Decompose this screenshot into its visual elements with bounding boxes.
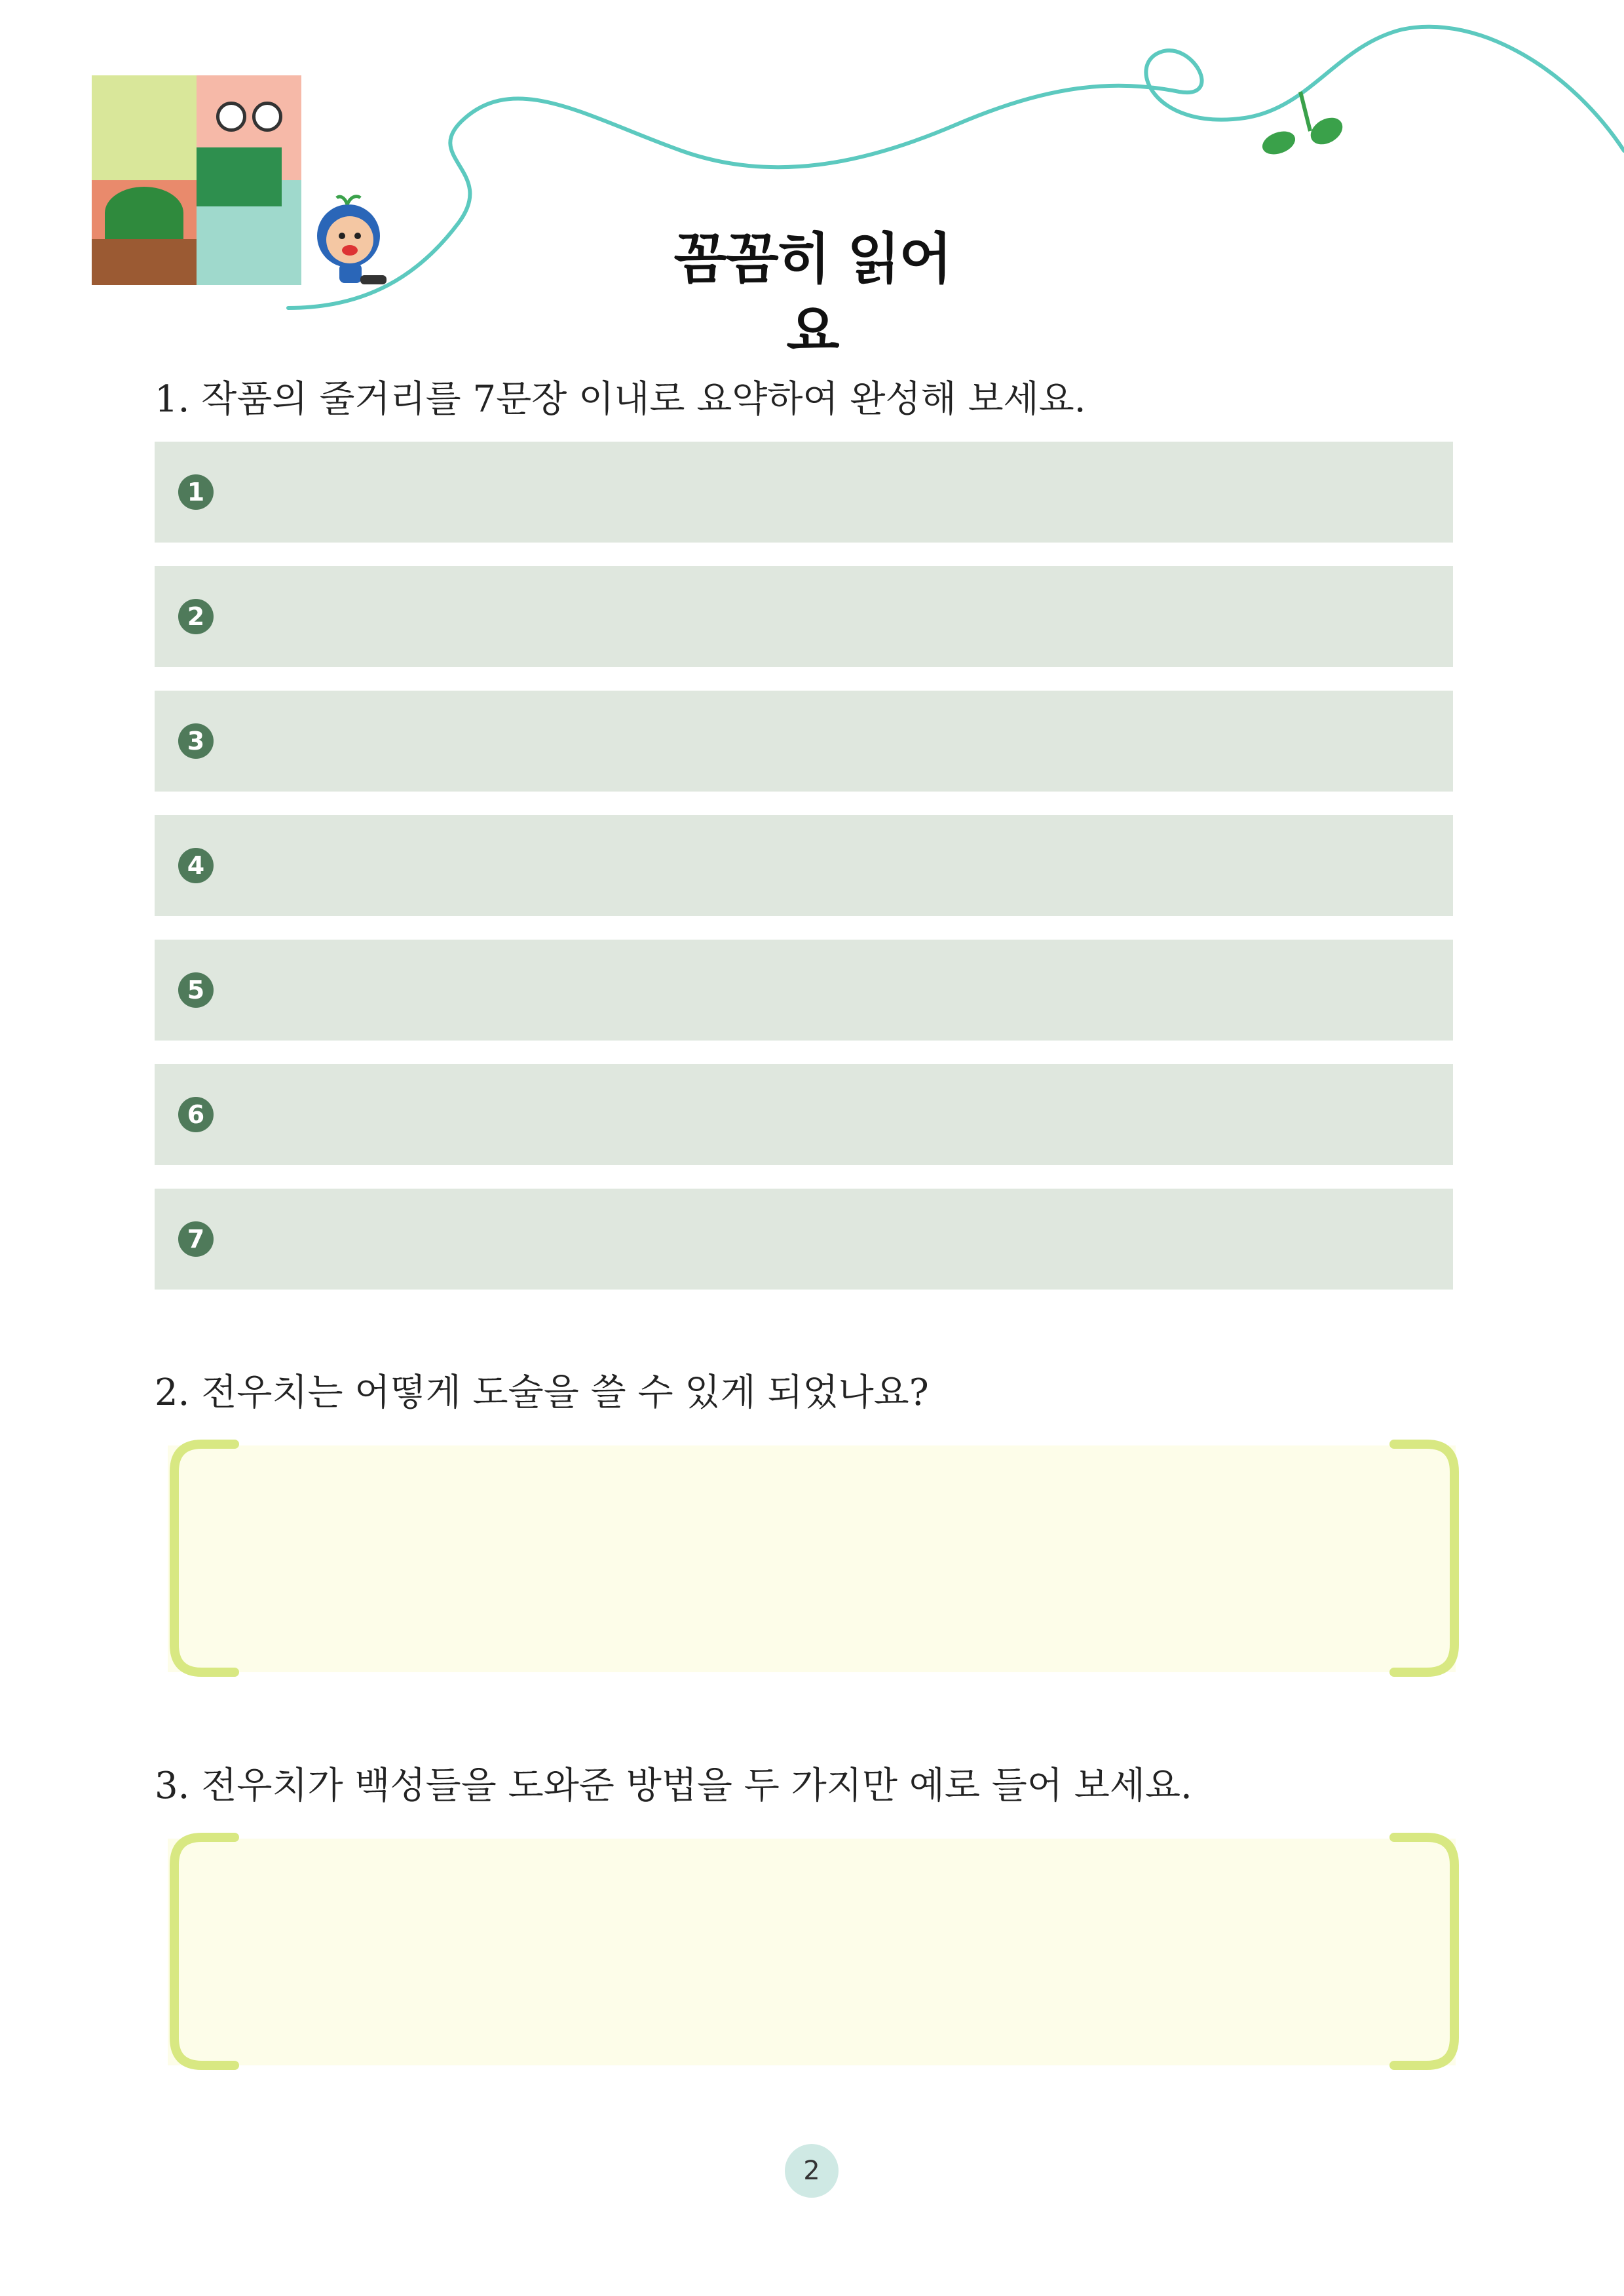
page-number: 2 [785,2144,839,2198]
summary-line-5[interactable] [155,940,1453,1041]
number-badge-icon: 1 [178,474,214,510]
number-badge-icon: 5 [178,972,214,1008]
number-badge-icon: 3 [178,723,214,759]
page-title: 꼼꼼히 읽어요 [673,227,951,363]
number-badge-icon: 2 [178,599,214,634]
number-badge-icon: 7 [178,1221,214,1257]
summary-line-2[interactable] [155,566,1453,667]
summary-line-4[interactable] [155,815,1453,916]
question-3: 3. 전우치가 백성들을 도와준 방법을 두 가지만 예로 들어 보세요. [155,1765,1192,1807]
answer-bracket-frame [162,1832,1466,2071]
answer-bracket-frame [162,1439,1466,1677]
question-1: 1. 작품의 줄거리를 7문장 이내로 요약하여 완성해 보세요. [155,378,1086,421]
summary-line-1[interactable] [155,442,1453,543]
book-cover-illustration [92,75,301,285]
number-badge-icon: 6 [178,1097,214,1132]
question-2: 2. 전우치는 어떻게 도술을 쓸 수 있게 되었나요? [155,1371,929,1414]
number-badge-icon: 4 [178,848,214,883]
summary-line-7[interactable] [155,1189,1453,1290]
summary-line-6[interactable] [155,1064,1453,1165]
sprout-icon [1259,92,1347,159]
mascot-character-icon [308,190,400,295]
summary-line-3[interactable] [155,691,1453,792]
